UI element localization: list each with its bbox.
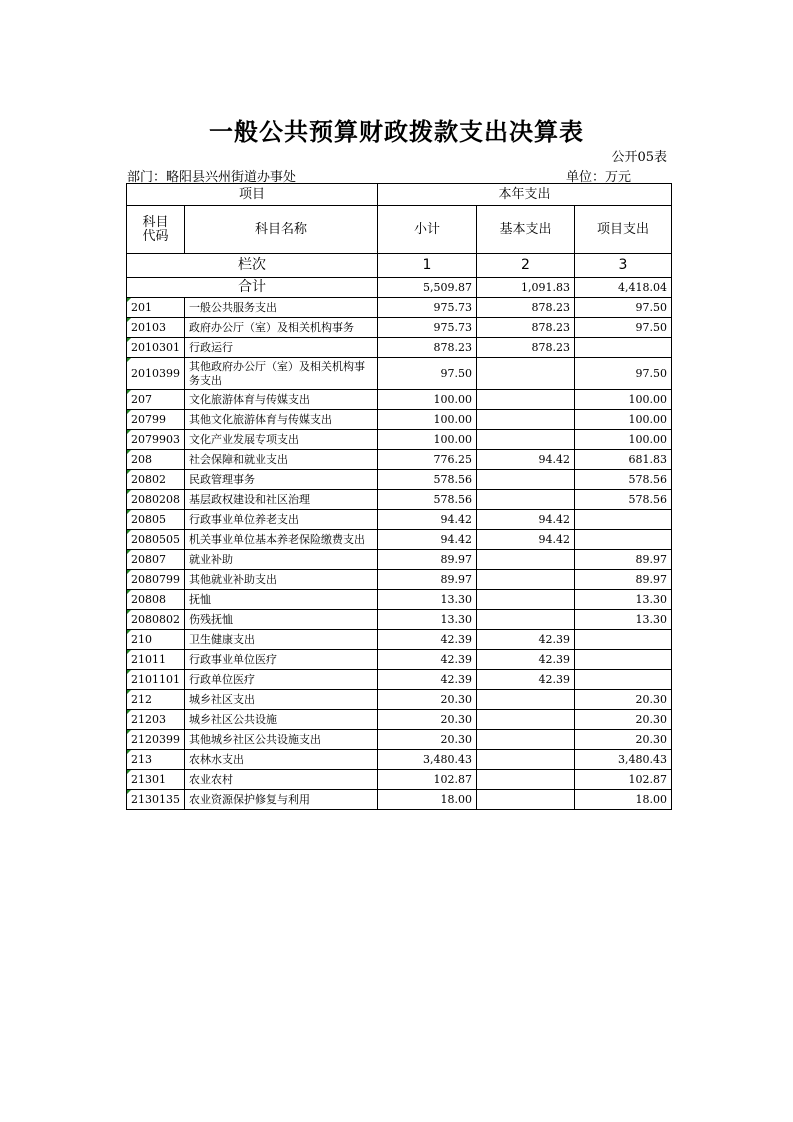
row-code: 20799	[127, 410, 185, 430]
row-code: 20805	[127, 510, 185, 530]
table-row	[127, 770, 672, 790]
row-project: 578.56	[575, 470, 672, 490]
row-basic	[477, 790, 575, 810]
row-subtotal: 89.97	[378, 570, 477, 590]
row-subtotal: 100.00	[378, 390, 477, 410]
row-basic	[477, 570, 575, 590]
table-row	[127, 510, 672, 530]
row-project	[575, 530, 672, 550]
row-basic	[477, 410, 575, 430]
row-basic	[477, 730, 575, 750]
row-code: 2130135	[127, 790, 185, 810]
row-basic: 94.42	[477, 450, 575, 470]
row-name: 农业资源保护修复与利用	[185, 790, 378, 810]
row-name: 一般公共服务支出	[185, 298, 378, 318]
row-basic	[477, 710, 575, 730]
row-project: 102.87	[575, 770, 672, 790]
row-name: 行政运行	[185, 338, 378, 358]
row-basic	[477, 690, 575, 710]
table-row	[127, 410, 672, 430]
row-subtotal: 20.30	[378, 730, 477, 750]
row-subtotal: 20.30	[378, 690, 477, 710]
row-project: 100.00	[575, 430, 672, 450]
header-row-columns	[127, 206, 672, 254]
row-code: 20802	[127, 470, 185, 490]
row-name: 就业补助	[185, 550, 378, 570]
row-name: 抚恤	[185, 590, 378, 610]
row-name: 社会保障和就业支出	[185, 450, 378, 470]
row-name: 卫生健康支出	[185, 630, 378, 650]
row-code: 21301	[127, 770, 185, 790]
row-name: 农林水支出	[185, 750, 378, 770]
total-subtotal: 5,509.87	[378, 278, 477, 298]
row-basic	[477, 750, 575, 770]
row-subtotal: 13.30	[378, 610, 477, 630]
row-subtotal: 89.97	[378, 550, 477, 570]
row-name: 机关事业单位基本养老保险缴费支出	[185, 530, 378, 550]
row-code: 21011	[127, 650, 185, 670]
row-subtotal: 578.56	[378, 490, 477, 510]
row-code: 2079903	[127, 430, 185, 450]
table-row	[127, 550, 672, 570]
row-code: 212	[127, 690, 185, 710]
row-project: 100.00	[575, 410, 672, 430]
row-name: 文化产业发展专项支出	[185, 430, 378, 450]
row-name: 其他就业补助支出	[185, 570, 378, 590]
row-project	[575, 510, 672, 530]
row-name: 其他文化旅游体育与传媒支出	[185, 410, 378, 430]
group-project-header: 项目	[127, 184, 378, 206]
row-project: 578.56	[575, 490, 672, 510]
row-basic: 878.23	[477, 338, 575, 358]
row-code: 21203	[127, 710, 185, 730]
table-row	[127, 630, 672, 650]
row-name: 行政事业单位医疗	[185, 650, 378, 670]
row-name: 行政单位医疗	[185, 670, 378, 690]
row-name: 其他政府办公厅（室）及相关机构事务支出	[185, 358, 378, 390]
table-row	[127, 650, 672, 670]
row-basic	[477, 390, 575, 410]
row-name: 文化旅游体育与传媒支出	[185, 390, 378, 410]
row-project: 97.50	[575, 318, 672, 338]
row-code: 207	[127, 390, 185, 410]
row-subtotal: 3,480.43	[378, 750, 477, 770]
row-code: 20808	[127, 590, 185, 610]
row-basic: 42.39	[477, 630, 575, 650]
table-row	[127, 790, 672, 810]
row-basic: 878.23	[477, 318, 575, 338]
row-basic	[477, 358, 575, 390]
row-name: 伤残抚恤	[185, 610, 378, 630]
row-code: 20103	[127, 318, 185, 338]
row-basic	[477, 770, 575, 790]
row-basic: 878.23	[477, 298, 575, 318]
row-name: 政府办公厅（室）及相关机构事务	[185, 318, 378, 338]
row-project: 3,480.43	[575, 750, 672, 770]
row-name: 其他城乡社区公共设施支出	[185, 730, 378, 750]
row-subtotal: 578.56	[378, 470, 477, 490]
table-row	[127, 490, 672, 510]
row-subtotal: 97.50	[378, 358, 477, 390]
row-project: 100.00	[575, 390, 672, 410]
expenditure-table	[126, 183, 672, 810]
row-basic	[477, 550, 575, 570]
table-row	[127, 390, 672, 410]
table-row	[127, 338, 672, 358]
row-code: 20807	[127, 550, 185, 570]
row-subtotal: 94.42	[378, 510, 477, 530]
table-row	[127, 750, 672, 770]
index-2: 2	[477, 254, 575, 278]
row-project	[575, 338, 672, 358]
row-project: 13.30	[575, 610, 672, 630]
row-subtotal: 100.00	[378, 410, 477, 430]
row-subtotal: 20.30	[378, 710, 477, 730]
row-project: 97.50	[575, 298, 672, 318]
unit-label: 单位：万元	[566, 170, 632, 185]
total-row	[127, 278, 672, 298]
row-subtotal: 94.42	[378, 530, 477, 550]
row-basic: 42.39	[477, 650, 575, 670]
row-project: 20.30	[575, 690, 672, 710]
row-project	[575, 630, 672, 650]
row-name: 基层政权建设和社区治理	[185, 490, 378, 510]
row-project: 97.50	[575, 358, 672, 390]
col-project-header: 项目支出	[575, 206, 672, 254]
row-code: 210	[127, 630, 185, 650]
header-row-group	[127, 184, 672, 206]
table-row	[127, 298, 672, 318]
row-name: 民政管理事务	[185, 470, 378, 490]
row-subtotal: 42.39	[378, 630, 477, 650]
index-label: 栏次	[127, 254, 378, 278]
form-number: 公开05表	[611, 150, 667, 165]
group-current-header: 本年支出	[378, 184, 672, 206]
index-1: 1	[378, 254, 477, 278]
row-name: 城乡社区公共设施	[185, 710, 378, 730]
col-name-header: 科目名称	[185, 206, 378, 254]
row-code: 213	[127, 750, 185, 770]
row-basic	[477, 610, 575, 630]
row-code: 2080208	[127, 490, 185, 510]
row-subtotal: 13.30	[378, 590, 477, 610]
index-3: 3	[575, 254, 672, 278]
total-project: 4,418.04	[575, 278, 672, 298]
row-basic	[477, 470, 575, 490]
table-row	[127, 690, 672, 710]
department-label: 部门：略阳县兴州街道办事处	[127, 170, 297, 185]
row-basic	[477, 590, 575, 610]
row-subtotal: 776.25	[378, 450, 477, 470]
table-row	[127, 318, 672, 338]
page-title: 一般公共预算财政拨款支出决算表	[209, 118, 584, 146]
row-code: 2010399	[127, 358, 185, 390]
row-code: 2120399	[127, 730, 185, 750]
row-subtotal: 102.87	[378, 770, 477, 790]
table-row	[127, 610, 672, 630]
row-subtotal: 42.39	[378, 650, 477, 670]
row-code: 2080799	[127, 570, 185, 590]
row-code: 2101101	[127, 670, 185, 690]
row-name: 城乡社区支出	[185, 690, 378, 710]
table-row	[127, 590, 672, 610]
table-row	[127, 430, 672, 450]
row-project	[575, 650, 672, 670]
row-project: 20.30	[575, 710, 672, 730]
row-project	[575, 670, 672, 690]
table-row	[127, 450, 672, 470]
row-subtotal: 878.23	[378, 338, 477, 358]
row-basic: 42.39	[477, 670, 575, 690]
table-row	[127, 730, 672, 750]
row-code: 2010301	[127, 338, 185, 358]
total-basic: 1,091.83	[477, 278, 575, 298]
table-row	[127, 358, 672, 390]
row-subtotal: 18.00	[378, 790, 477, 810]
row-basic	[477, 490, 575, 510]
col-code-header: 科目代码	[127, 206, 185, 254]
row-project: 89.97	[575, 570, 672, 590]
row-code: 201	[127, 298, 185, 318]
row-project: 681.83	[575, 450, 672, 470]
row-basic: 94.42	[477, 530, 575, 550]
row-subtotal: 975.73	[378, 298, 477, 318]
row-subtotal: 100.00	[378, 430, 477, 450]
row-basic	[477, 430, 575, 450]
table-row	[127, 570, 672, 590]
total-label: 合计	[127, 278, 378, 298]
row-name: 农业农村	[185, 770, 378, 790]
index-row	[127, 254, 672, 278]
table-row	[127, 670, 672, 690]
row-code: 2080802	[127, 610, 185, 630]
row-project: 13.30	[575, 590, 672, 610]
col-basic-header: 基本支出	[477, 206, 575, 254]
row-project: 89.97	[575, 550, 672, 570]
row-subtotal: 42.39	[378, 670, 477, 690]
row-project: 20.30	[575, 730, 672, 750]
table-row	[127, 470, 672, 490]
row-name: 行政事业单位养老支出	[185, 510, 378, 530]
table-row	[127, 530, 672, 550]
row-subtotal: 975.73	[378, 318, 477, 338]
row-project: 18.00	[575, 790, 672, 810]
table-row	[127, 710, 672, 730]
row-code: 2080505	[127, 530, 185, 550]
col-subtotal-header: 小计	[378, 206, 477, 254]
row-basic: 94.42	[477, 510, 575, 530]
row-code: 208	[127, 450, 185, 470]
